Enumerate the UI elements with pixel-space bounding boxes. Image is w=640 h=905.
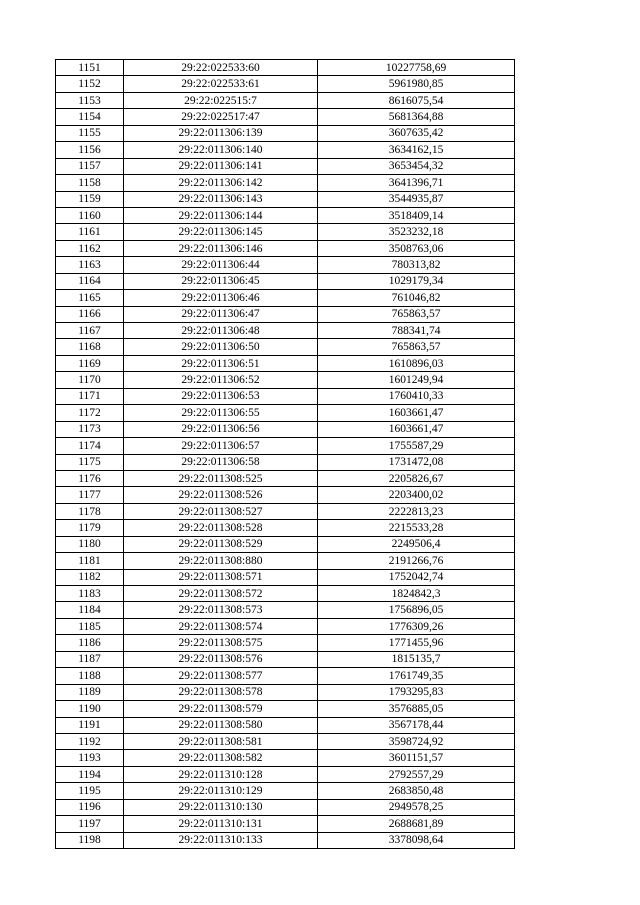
cadastral-value-table (55, 59, 515, 849)
table-row (56, 323, 515, 339)
cadastral-number-cell: 29:22:022533:60 (124, 60, 318, 76)
table-row (56, 766, 515, 782)
table-row (56, 684, 515, 700)
table-row (56, 701, 515, 717)
cadastral-number-cell: 29:22:022533:61 (124, 76, 318, 92)
table-row (56, 799, 515, 815)
cadastral-value-cell: 1029179,34 (318, 273, 515, 289)
cadastral-number-cell: 29:22:011308:880 (124, 553, 318, 569)
cadastral-number-cell: 29:22:011310:128 (124, 766, 318, 782)
cadastral-value-cell: 1601249,94 (318, 372, 515, 388)
cadastral-number-cell: 29:22:011306:53 (124, 388, 318, 404)
cadastral-number-cell: 29:22:011310:129 (124, 783, 318, 799)
cadastral-number-cell: 29:22:011306:51 (124, 355, 318, 371)
cadastral-value-cell: 788341,74 (318, 323, 515, 339)
table-row (56, 503, 515, 519)
row-number-cell: 1175 (56, 454, 124, 470)
row-number-cell: 1151 (56, 60, 124, 76)
table-row (56, 142, 515, 158)
cadastral-number-cell: 29:22:011310:133 (124, 832, 318, 848)
row-number-cell: 1185 (56, 618, 124, 634)
table-row (56, 224, 515, 240)
table-body (56, 60, 515, 849)
cadastral-value-cell: 3544935,87 (318, 191, 515, 207)
cadastral-value-cell: 3576885,05 (318, 701, 515, 717)
row-number-cell: 1190 (56, 701, 124, 717)
cadastral-value-cell: 2688681,89 (318, 816, 515, 832)
cadastral-number-cell: 29:22:022515:7 (124, 92, 318, 108)
table-row (56, 750, 515, 766)
cadastral-value-cell: 3567178,44 (318, 717, 515, 733)
cadastral-number-cell: 29:22:011308:529 (124, 536, 318, 552)
cadastral-value-cell: 8616075,54 (318, 92, 515, 108)
cadastral-value-cell: 1815135,7 (318, 651, 515, 667)
table-row (56, 175, 515, 191)
table-row (56, 355, 515, 371)
cadastral-value-cell: 1755587,29 (318, 438, 515, 454)
row-number-cell: 1192 (56, 733, 124, 749)
cadastral-value-cell: 1610896,03 (318, 355, 515, 371)
cadastral-number-cell: 29:22:011306:145 (124, 224, 318, 240)
cadastral-number-cell: 29:22:011308:525 (124, 470, 318, 486)
cadastral-value-cell: 765863,57 (318, 339, 515, 355)
cadastral-number-cell: 29:22:011308:577 (124, 668, 318, 684)
cadastral-number-cell: 29:22:011306:44 (124, 257, 318, 273)
row-number-cell: 1162 (56, 240, 124, 256)
cadastral-value-cell: 1752042,74 (318, 569, 515, 585)
table-row (56, 651, 515, 667)
cadastral-number-cell: 29:22:011306:142 (124, 175, 318, 191)
table-row (56, 339, 515, 355)
cadastral-number-cell: 29:22:011306:55 (124, 405, 318, 421)
cadastral-value-cell: 3634162,15 (318, 142, 515, 158)
table-row (56, 257, 515, 273)
row-number-cell: 1161 (56, 224, 124, 240)
cadastral-number-cell: 29:22:011308:575 (124, 635, 318, 651)
table-row (56, 733, 515, 749)
cadastral-value-cell: 3518409,14 (318, 207, 515, 223)
cadastral-number-cell: 29:22:011308:580 (124, 717, 318, 733)
row-number-cell: 1197 (56, 816, 124, 832)
cadastral-value-cell: 1761749,35 (318, 668, 515, 684)
cadastral-number-cell: 29:22:011308:582 (124, 750, 318, 766)
table-row (56, 454, 515, 470)
cadastral-number-cell: 29:22:011306:57 (124, 438, 318, 454)
cadastral-number-cell: 29:22:011306:146 (124, 240, 318, 256)
table-row (56, 618, 515, 634)
row-number-cell: 1156 (56, 142, 124, 158)
table-row (56, 717, 515, 733)
cadastral-number-cell: 29:22:011308:526 (124, 487, 318, 503)
row-number-cell: 1168 (56, 339, 124, 355)
row-number-cell: 1177 (56, 487, 124, 503)
table-row (56, 191, 515, 207)
table-row (56, 306, 515, 322)
cadastral-number-cell: 29:22:011306:50 (124, 339, 318, 355)
cadastral-value-cell: 10227758,69 (318, 60, 515, 76)
table-row (56, 372, 515, 388)
cadastral-value-cell: 1760410,33 (318, 388, 515, 404)
cadastral-number-cell: 29:22:011308:579 (124, 701, 318, 717)
table-row (56, 290, 515, 306)
row-number-cell: 1174 (56, 438, 124, 454)
cadastral-value-cell: 3653454,32 (318, 158, 515, 174)
cadastral-value-cell: 3601151,57 (318, 750, 515, 766)
row-number-cell: 1176 (56, 470, 124, 486)
table-row (56, 635, 515, 651)
cadastral-number-cell: 29:22:011308:527 (124, 503, 318, 519)
cadastral-number-cell: 29:22:011308:528 (124, 520, 318, 536)
table-row (56, 207, 515, 223)
cadastral-value-cell: 2222813,23 (318, 503, 515, 519)
row-number-cell: 1160 (56, 207, 124, 223)
cadastral-value-cell: 2683850,48 (318, 783, 515, 799)
row-number-cell: 1187 (56, 651, 124, 667)
row-number-cell: 1183 (56, 586, 124, 602)
cadastral-number-cell: 29:22:011306:141 (124, 158, 318, 174)
cadastral-value-cell: 2949578,25 (318, 799, 515, 815)
row-number-cell: 1173 (56, 421, 124, 437)
table-row (56, 586, 515, 602)
table-row (56, 487, 515, 503)
table-row (56, 668, 515, 684)
cadastral-number-cell: 29:22:011308:571 (124, 569, 318, 585)
table-row (56, 240, 515, 256)
cadastral-number-cell: 29:22:011306:45 (124, 273, 318, 289)
row-number-cell: 1178 (56, 503, 124, 519)
table-row (56, 405, 515, 421)
row-number-cell: 1153 (56, 92, 124, 108)
table-row (56, 832, 515, 848)
row-number-cell: 1184 (56, 602, 124, 618)
cadastral-number-cell: 29:22:011306:48 (124, 323, 318, 339)
table-row (56, 388, 515, 404)
row-number-cell: 1171 (56, 388, 124, 404)
cadastral-value-cell: 2215533,28 (318, 520, 515, 536)
cadastral-number-cell: 29:22:011306:46 (124, 290, 318, 306)
table-row (56, 109, 515, 125)
cadastral-value-cell: 2191266,76 (318, 553, 515, 569)
cadastral-value-cell: 3598724,92 (318, 733, 515, 749)
row-number-cell: 1164 (56, 273, 124, 289)
cadastral-value-cell: 3607635,42 (318, 125, 515, 141)
row-number-cell: 1159 (56, 191, 124, 207)
table-row (56, 125, 515, 141)
row-number-cell: 1198 (56, 832, 124, 848)
cadastral-number-cell: 29:22:011306:56 (124, 421, 318, 437)
table-row (56, 273, 515, 289)
row-number-cell: 1182 (56, 569, 124, 585)
row-number-cell: 1194 (56, 766, 124, 782)
table-row (56, 470, 515, 486)
cadastral-number-cell: 29:22:011306:144 (124, 207, 318, 223)
cadastral-number-cell: 29:22:011308:578 (124, 684, 318, 700)
cadastral-number-cell: 29:22:011306:139 (124, 125, 318, 141)
cadastral-number-cell: 29:22:011310:131 (124, 816, 318, 832)
cadastral-value-cell: 1731472,08 (318, 454, 515, 470)
row-number-cell: 1157 (56, 158, 124, 174)
cadastral-number-cell: 29:22:011308:581 (124, 733, 318, 749)
cadastral-value-cell: 2205826,67 (318, 470, 515, 486)
cadastral-value-cell: 1603661,47 (318, 405, 515, 421)
row-number-cell: 1167 (56, 323, 124, 339)
table-row (56, 520, 515, 536)
cadastral-number-cell: 29:22:011308:574 (124, 618, 318, 634)
row-number-cell: 1186 (56, 635, 124, 651)
row-number-cell: 1170 (56, 372, 124, 388)
cadastral-value-cell: 3523232,18 (318, 224, 515, 240)
table-row (56, 158, 515, 174)
cadastral-value-cell: 5961980,85 (318, 76, 515, 92)
cadastral-number-cell: 29:22:011308:573 (124, 602, 318, 618)
table-row (56, 76, 515, 92)
cadastral-number-cell: 29:22:011306:47 (124, 306, 318, 322)
cadastral-value-cell: 1756896,05 (318, 602, 515, 618)
cadastral-value-cell: 3641396,71 (318, 175, 515, 191)
table-row (56, 602, 515, 618)
table-row (56, 783, 515, 799)
row-number-cell: 1195 (56, 783, 124, 799)
cadastral-value-cell: 5681364,88 (318, 109, 515, 125)
table-row (56, 92, 515, 108)
row-number-cell: 1166 (56, 306, 124, 322)
cadastral-value-cell: 1824842,3 (318, 586, 515, 602)
row-number-cell: 1165 (56, 290, 124, 306)
cadastral-number-cell: 29:22:022517:47 (124, 109, 318, 125)
cadastral-value-cell: 761046,82 (318, 290, 515, 306)
row-number-cell: 1196 (56, 799, 124, 815)
table-row (56, 816, 515, 832)
table-row (56, 569, 515, 585)
table-row (56, 553, 515, 569)
table-row (56, 438, 515, 454)
cadastral-value-cell: 2792557,29 (318, 766, 515, 782)
cadastral-value-cell: 2249506,4 (318, 536, 515, 552)
cadastral-number-cell: 29:22:011306:140 (124, 142, 318, 158)
cadastral-value-cell: 3378098,64 (318, 832, 515, 848)
cadastral-value-cell: 1776309,26 (318, 618, 515, 634)
row-number-cell: 1158 (56, 175, 124, 191)
row-number-cell: 1154 (56, 109, 124, 125)
row-number-cell: 1169 (56, 355, 124, 371)
row-number-cell: 1188 (56, 668, 124, 684)
cadastral-value-cell: 2203400,02 (318, 487, 515, 503)
cadastral-number-cell: 29:22:011308:572 (124, 586, 318, 602)
row-number-cell: 1189 (56, 684, 124, 700)
cadastral-number-cell: 29:22:011306:58 (124, 454, 318, 470)
row-number-cell: 1172 (56, 405, 124, 421)
row-number-cell: 1155 (56, 125, 124, 141)
cadastral-number-cell: 29:22:011306:52 (124, 372, 318, 388)
row-number-cell: 1193 (56, 750, 124, 766)
cadastral-value-cell: 765863,57 (318, 306, 515, 322)
row-number-cell: 1163 (56, 257, 124, 273)
cadastral-number-cell: 29:22:011308:576 (124, 651, 318, 667)
cadastral-value-cell: 1771455,96 (318, 635, 515, 651)
cadastral-value-cell: 1603661,47 (318, 421, 515, 437)
table-row (56, 60, 515, 76)
row-number-cell: 1152 (56, 76, 124, 92)
row-number-cell: 1191 (56, 717, 124, 733)
table-row (56, 421, 515, 437)
cadastral-value-cell: 3508763,06 (318, 240, 515, 256)
cadastral-value-cell: 780313,82 (318, 257, 515, 273)
cadastral-number-cell: 29:22:011306:143 (124, 191, 318, 207)
row-number-cell: 1180 (56, 536, 124, 552)
row-number-cell: 1181 (56, 553, 124, 569)
cadastral-number-cell: 29:22:011310:130 (124, 799, 318, 815)
table-row (56, 536, 515, 552)
cadastral-value-cell: 1793295,83 (318, 684, 515, 700)
row-number-cell: 1179 (56, 520, 124, 536)
